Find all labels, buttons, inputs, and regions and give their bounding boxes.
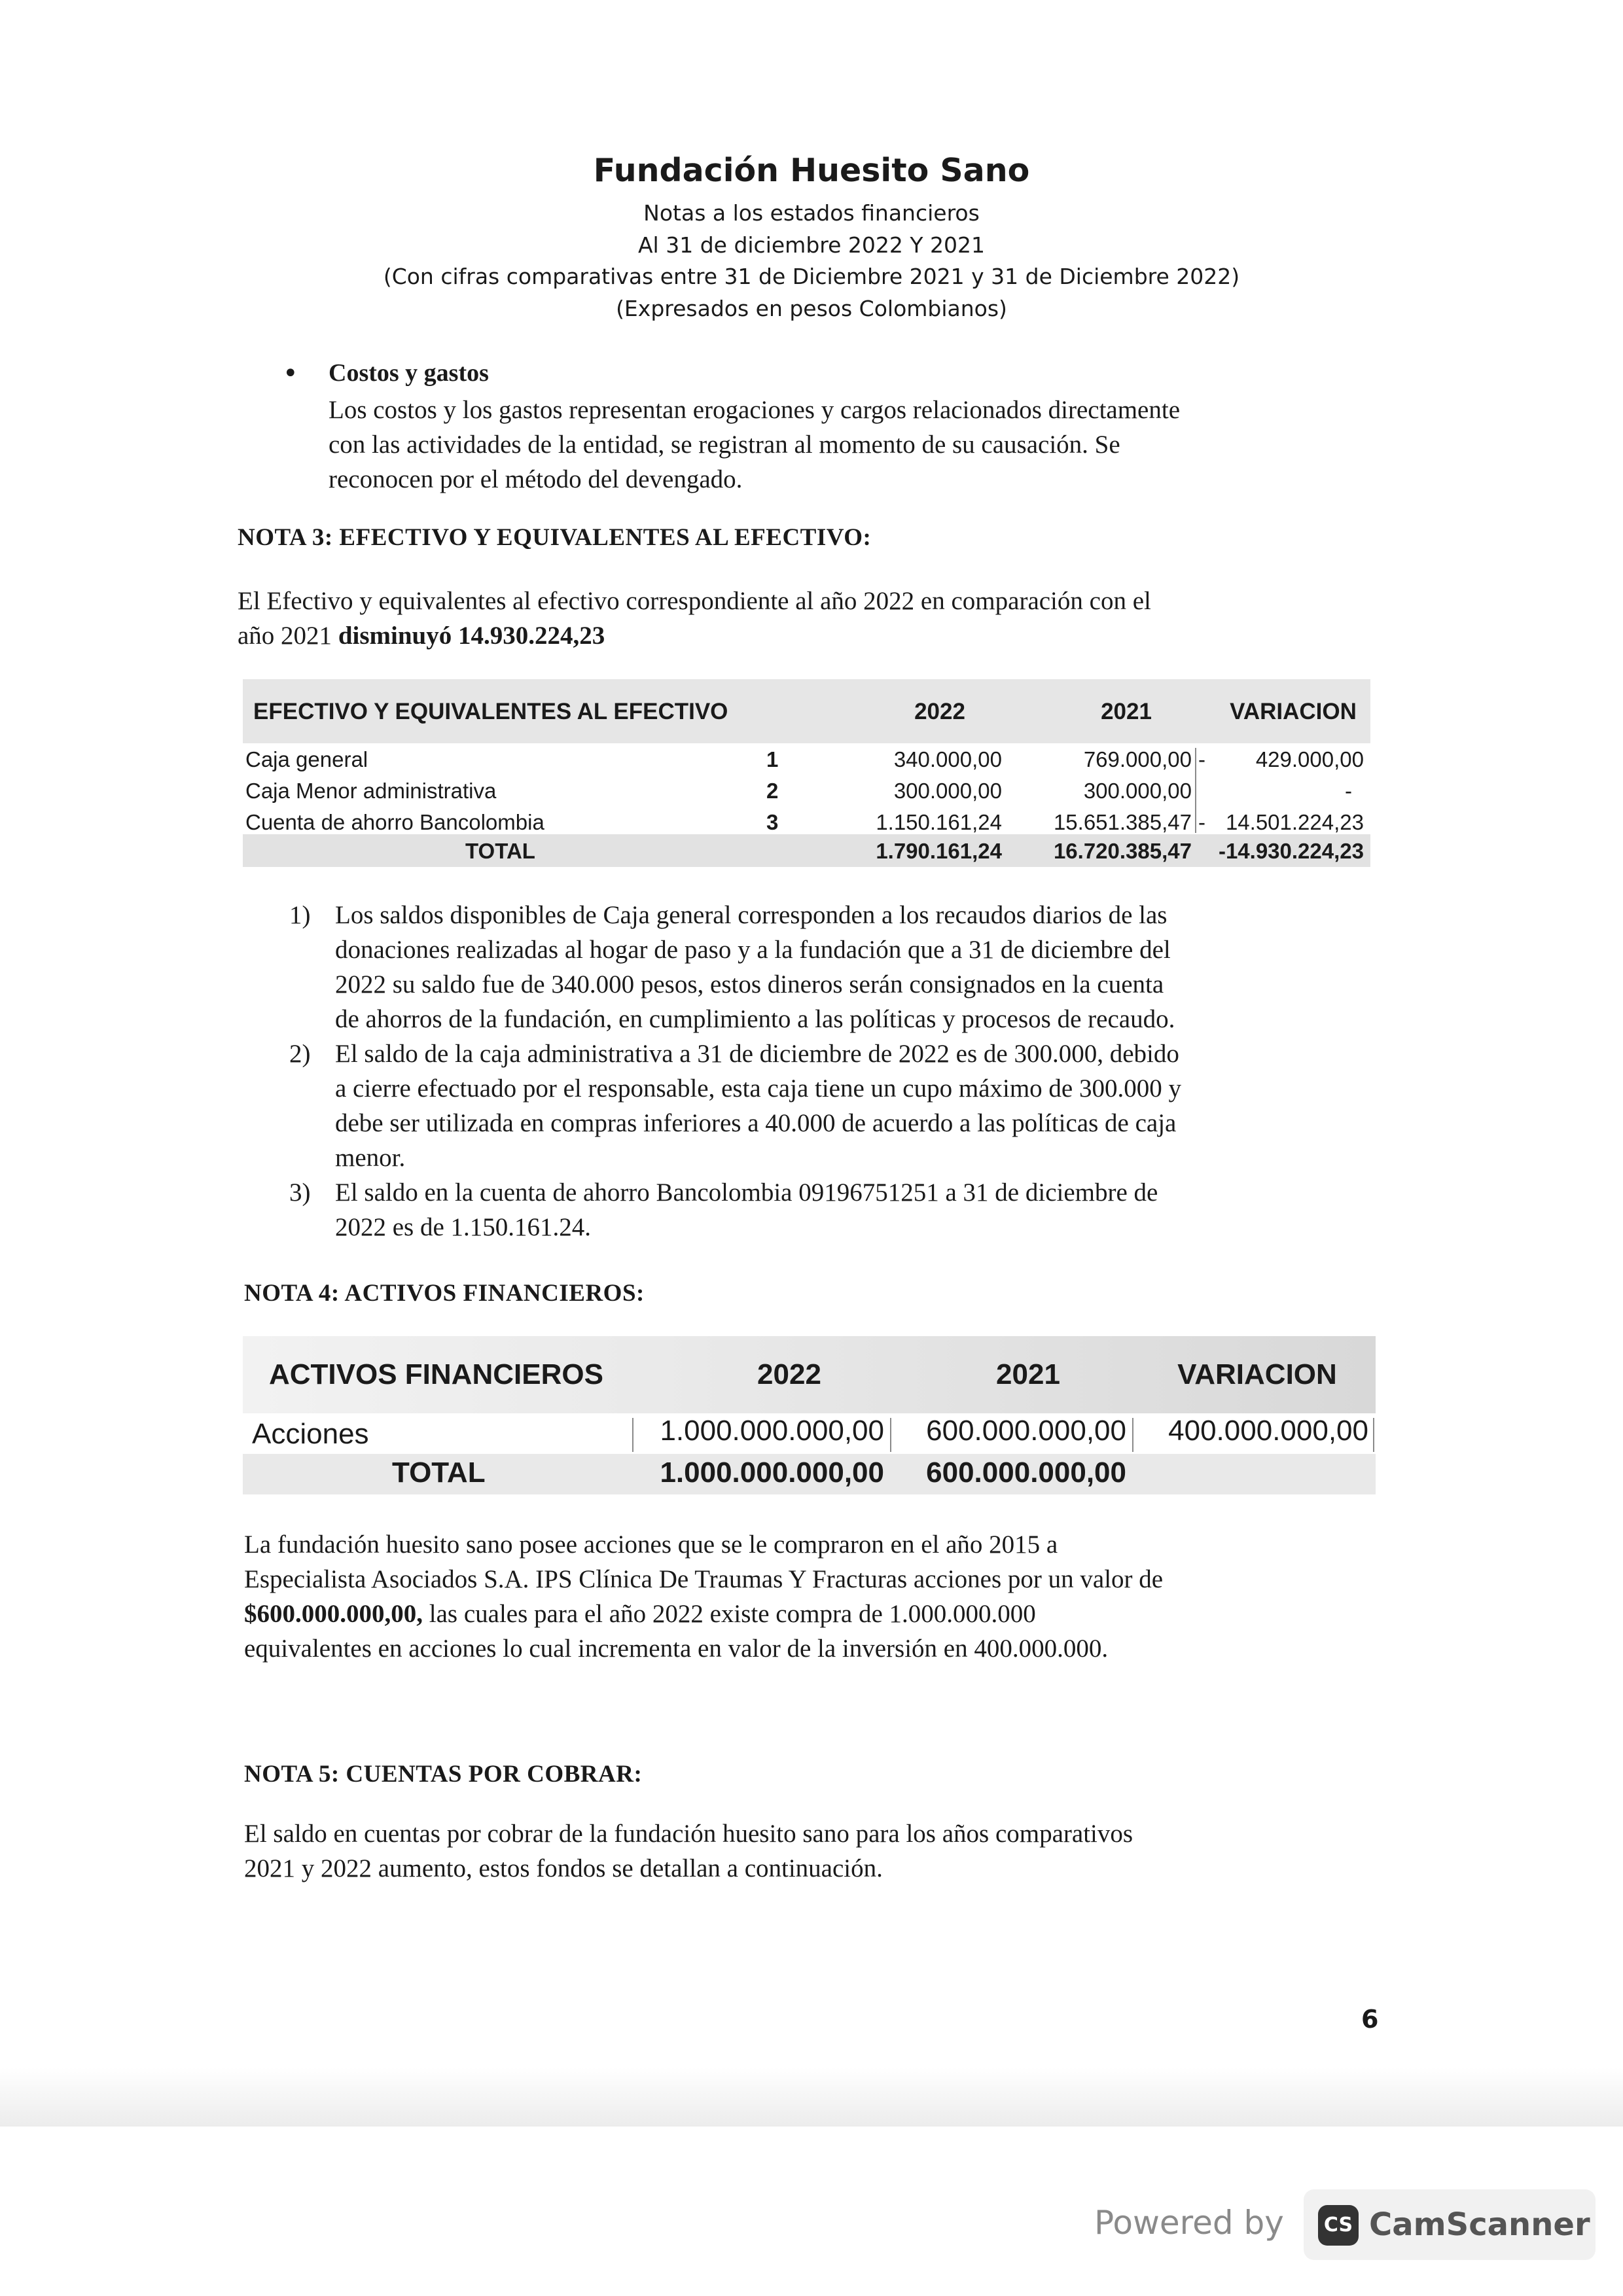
header-2021: 2021 bbox=[1101, 699, 1152, 724]
total-2022: 1.000.000.000,00 bbox=[660, 1457, 884, 1489]
column-divider bbox=[890, 1418, 891, 1452]
nota3-intro-line-2 bbox=[238, 618, 605, 653]
total-variacion: -14.930.224,23 bbox=[1218, 839, 1364, 863]
camscanner-badge bbox=[1304, 2189, 1596, 2260]
row-acciones-2021: 600.000.000,00 bbox=[926, 1415, 1126, 1447]
note-2-number: 2) bbox=[289, 1040, 311, 1068]
total-label: TOTAL bbox=[465, 839, 535, 863]
note-2 bbox=[335, 1036, 1376, 1175]
row-caja-menor-var: - bbox=[1345, 779, 1352, 803]
note-3-line: El saldo en la cuenta de ahorro Bancolombia 09196751251 a 31 de diciembre de bbox=[335, 1178, 1158, 1207]
header-concept: ACTIVOS FINANCIEROS bbox=[269, 1358, 603, 1390]
row-bancolombia-2022: 1.150.161,24 bbox=[876, 810, 1002, 834]
camscanner-brand: CamScanner bbox=[1369, 2206, 1590, 2243]
costos-line-1: Los costos y los gastos representan erogaciones y cargos relacionados directamente bbox=[329, 396, 1181, 424]
note-2-line: debe ser utilizada en compras inferiores a 40.000 de acuerdo a las políticas de caja bbox=[335, 1109, 1177, 1137]
note-2-line: menor. bbox=[335, 1144, 406, 1172]
row-bancolombia-var: 14.501.224,23 bbox=[1225, 810, 1364, 834]
column-divider bbox=[1132, 1418, 1133, 1452]
nota4-para-line-4: equivalentes en acciones lo cual incrementa en valor de la inversión en 400.000.000. bbox=[244, 1634, 1109, 1663]
scan-edge bbox=[0, 2068, 1623, 2127]
row-acciones-name: Acciones bbox=[252, 1418, 369, 1450]
nota4-para-line-1: La fundación huesito sano posee acciones que se le compraron en el año 2015 a bbox=[244, 1530, 1058, 1559]
row-caja-general-var: 429.000,00 bbox=[1255, 747, 1364, 771]
row-acciones-2022: 1.000.000.000,00 bbox=[660, 1415, 884, 1447]
header-2022: 2022 bbox=[757, 1358, 821, 1390]
header-2021: 2021 bbox=[996, 1358, 1060, 1390]
note-3 bbox=[335, 1175, 1376, 1245]
nota4-amount: $600.000.000,00, bbox=[244, 1600, 423, 1628]
nota3-heading: NOTA 3: EFECTIVO Y EQUIVALENTES AL EFECTIVO: bbox=[238, 524, 872, 551]
note-1-number: 1) bbox=[289, 901, 311, 929]
header-variacion: VARIACION bbox=[1177, 1358, 1337, 1390]
nota5-line-2: 2021 y 2022 aumento, estos fondos se detallan a continuación. bbox=[244, 1854, 883, 1882]
subtitle-date: Al 31 de diciembre 2022 Y 2021 bbox=[637, 232, 985, 258]
nota4-heading: NOTA 4: ACTIVOS FINANCIEROS: bbox=[244, 1280, 645, 1307]
subtitle-notes: Notas a los estados financieros bbox=[643, 200, 980, 226]
note-1-line: 2022 su saldo fue de 340.000 pesos, estos dineros serán consignados en la cuenta bbox=[335, 970, 1164, 998]
row-acciones-var: 400.000.000,00 bbox=[1168, 1415, 1368, 1447]
header-variacion: VARIACION bbox=[1230, 699, 1357, 724]
note-1-line: Los saldos disponibles de Caja general corresponden a los recaudos diarios de las bbox=[335, 901, 1168, 929]
bullet-icon: • bbox=[283, 359, 298, 389]
total-label: TOTAL bbox=[392, 1457, 486, 1489]
row-bancolombia-2021: 15.651.385,47 bbox=[1053, 810, 1192, 834]
note-3-number: 3) bbox=[289, 1178, 311, 1207]
row-caja-menor-name: Caja Menor administrativa bbox=[245, 779, 497, 803]
row-caja-general-sign: - bbox=[1198, 747, 1205, 771]
header-concept: EFECTIVO Y EQUIVALENTES AL EFECTIVO bbox=[253, 699, 728, 724]
activos-table bbox=[243, 1336, 1376, 1494]
row-caja-menor-note: 2 bbox=[766, 779, 779, 803]
note-1-line: donaciones realizadas al hogar de paso y a la fundación que a 31 de diciembre del bbox=[335, 936, 1171, 964]
nota4-para-line-3 bbox=[244, 1597, 1036, 1631]
total-2021: 16.720.385,47 bbox=[1053, 839, 1192, 863]
note-1-line: de ahorros de la fundación, en cumplimiento a las políticas y procesos de recaudo. bbox=[335, 1005, 1175, 1033]
nota3-intro-line-1: El Efectivo y equivalentes al efectivo correspondiente al año 2022 en comparación con el bbox=[238, 587, 1151, 615]
row-caja-menor-2022: 300.000,00 bbox=[893, 779, 1002, 803]
row-bancolombia-name: Cuenta de ahorro Bancolombia bbox=[245, 810, 544, 834]
costos-line-2: con las actividades de la entidad, se registran al momento de su causación. Se bbox=[329, 431, 1120, 459]
page-number: 6 bbox=[1361, 2005, 1379, 2034]
header-2022: 2022 bbox=[914, 699, 965, 724]
powered-by-label: Powered by bbox=[1094, 2204, 1284, 2242]
nota5-line-1: El saldo en cuentas por cobrar de la fundación huesito sano para los años comparativos bbox=[244, 1820, 1133, 1848]
subtitle-currency: (Expresados en pesos Colombianos) bbox=[616, 296, 1007, 321]
column-divider bbox=[632, 1418, 633, 1452]
column-divider bbox=[1373, 1418, 1374, 1452]
note-2-line: a cierre efectuado por el responsable, esta caja tiene un cupo máximo de 300.000 y bbox=[335, 1074, 1181, 1103]
row-bancolombia-sign: - bbox=[1198, 810, 1205, 834]
nota3-intro-year: año 2021 bbox=[238, 622, 332, 650]
note-3-line: 2022 es de 1.150.161.24. bbox=[335, 1213, 592, 1241]
total-2022: 1.790.161,24 bbox=[876, 839, 1002, 863]
camscanner-logo-icon: CS bbox=[1318, 2205, 1359, 2246]
row-caja-general-2021: 769.000,00 bbox=[1083, 747, 1192, 771]
row-caja-menor-2021: 300.000,00 bbox=[1083, 779, 1192, 803]
row-bancolombia-note: 3 bbox=[766, 810, 779, 834]
nota4-para-rest: las cuales para el año 2022 existe compra de 1.000.000.000 bbox=[429, 1600, 1036, 1628]
nota5-heading: NOTA 5: CUENTAS POR COBRAR: bbox=[244, 1761, 643, 1788]
document-title: Fundación Huesito Sano bbox=[593, 152, 1030, 189]
costos-line-3: reconocen por el método del devengado. bbox=[329, 465, 743, 493]
total-2021: 600.000.000,00 bbox=[926, 1457, 1126, 1489]
note-1 bbox=[335, 898, 1376, 1036]
row-caja-general-name: Caja general bbox=[245, 747, 368, 771]
nota4-para-line-2: Especialista Asociados S.A. IPS Clínica De Traumas Y Fracturas acciones por un valor de bbox=[244, 1565, 1164, 1593]
nota3-intro-decrease: disminuyó 14.930.224,23 bbox=[338, 622, 605, 650]
efectivo-table bbox=[243, 679, 1370, 867]
costos-heading: Costos y gastos bbox=[329, 359, 489, 387]
note-2-line: El saldo de la caja administrativa a 31 de diciembre de 2022 es de 300.000, debido bbox=[335, 1040, 1179, 1068]
subtitle-comparative: (Con cifras comparativas entre 31 de Diciembre 2021 y 31 de Diciembre 2022) bbox=[383, 264, 1240, 289]
row-caja-general-2022: 340.000,00 bbox=[893, 747, 1002, 771]
row-caja-general-note: 1 bbox=[766, 747, 779, 771]
